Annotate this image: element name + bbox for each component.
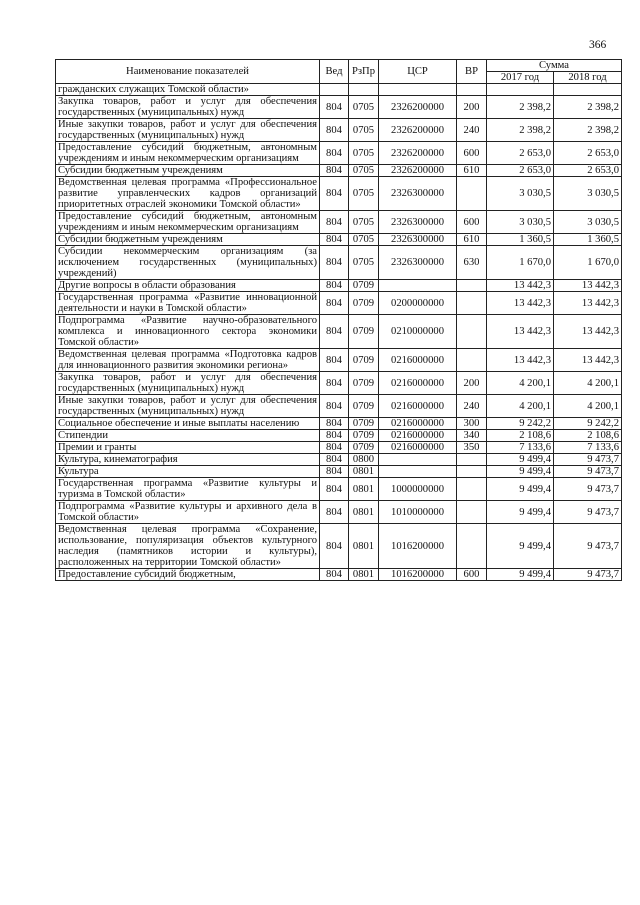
column-header-year-2018: 2018 год [554, 72, 622, 84]
table-row [56, 524, 622, 569]
cell-name: Предоставление субсидий бюджетным, [56, 569, 320, 581]
cell-name: Предоставление субсидий бюджетным, автономным учреждениям и иным некоммерческим организациям [56, 142, 320, 165]
table-row [56, 234, 622, 246]
column-header-rzpr: РзПр [349, 60, 379, 84]
cell-csr: 0216000000 [379, 442, 457, 454]
cell-csr: 0216000000 [379, 372, 457, 395]
cell-rzpr: 0705 [349, 177, 379, 211]
column-header-summa: Сумма [487, 60, 622, 72]
table-row [56, 454, 622, 466]
cell-name: Стипендии [56, 430, 320, 442]
cell-rzpr: 0801 [349, 569, 379, 581]
cell-name: Закупка товаров, работ и услуг для обеспечения государственных (муниципальных) нужд [56, 96, 320, 119]
cell-vr: 600 [457, 211, 487, 234]
cell-rzpr: 0709 [349, 315, 379, 349]
cell-csr: 0216000000 [379, 430, 457, 442]
table-row [56, 177, 622, 211]
cell-vr: 610 [457, 165, 487, 177]
cell-rzpr: 0705 [349, 165, 379, 177]
table-row [56, 569, 622, 581]
cell-sum-2018: 3 030,5 [554, 211, 622, 234]
cell-sum-2017: 1 360,5 [487, 234, 554, 246]
cell-ved: 804 [320, 119, 349, 142]
cell-rzpr: 0801 [349, 466, 379, 478]
cell-sum-2018: 4 200,1 [554, 372, 622, 395]
budget-table [55, 59, 622, 581]
cell-vr [457, 501, 487, 524]
table-row [56, 466, 622, 478]
cell-rzpr: 0801 [349, 501, 379, 524]
cell-csr [379, 466, 457, 478]
cell-rzpr: 0709 [349, 292, 379, 315]
cell-ved: 804 [320, 442, 349, 454]
cell-name: Премии и гранты [56, 442, 320, 454]
cell-sum-2017: 1 670,0 [487, 246, 554, 280]
cell-csr: 2326300000 [379, 246, 457, 280]
cell-sum-2018: 9 473,7 [554, 501, 622, 524]
cell-sum-2018: 9 242,2 [554, 418, 622, 430]
cell-ved: 804 [320, 165, 349, 177]
table-row [56, 315, 622, 349]
table-row [56, 246, 622, 280]
cell-vr: 340 [457, 430, 487, 442]
cell-name: Социальное обеспечение и иные выплаты населению [56, 418, 320, 430]
cell-ved: 804 [320, 349, 349, 372]
cell-csr: 2326300000 [379, 234, 457, 246]
cell-rzpr: 0705 [349, 234, 379, 246]
table-row [56, 501, 622, 524]
cell-ved: 804 [320, 234, 349, 246]
cell-sum-2017: 3 030,5 [487, 211, 554, 234]
cell-sum-2017: 3 030,5 [487, 177, 554, 211]
cell-ved: 804 [320, 395, 349, 418]
cell-name: Другие вопросы в области образования [56, 280, 320, 292]
cell-ved [320, 84, 349, 96]
cell-rzpr: 0709 [349, 430, 379, 442]
cell-sum-2017: 2 108,6 [487, 430, 554, 442]
cell-rzpr: 0705 [349, 96, 379, 119]
cell-vr [457, 349, 487, 372]
cell-sum-2018: 13 442,3 [554, 280, 622, 292]
cell-sum-2018: 7 133,6 [554, 442, 622, 454]
table-row [56, 292, 622, 315]
cell-csr: 2326200000 [379, 142, 457, 165]
table-body [56, 84, 622, 581]
cell-sum-2017: 7 133,6 [487, 442, 554, 454]
cell-name: Культура, кинематография [56, 454, 320, 466]
cell-sum-2018: 2 108,6 [554, 430, 622, 442]
cell-vr [457, 292, 487, 315]
cell-csr [379, 454, 457, 466]
cell-csr: 2326200000 [379, 119, 457, 142]
cell-sum-2018: 2 398,2 [554, 119, 622, 142]
cell-rzpr: 0705 [349, 142, 379, 165]
table-row [56, 349, 622, 372]
table-row [56, 142, 622, 165]
cell-ved: 804 [320, 524, 349, 569]
cell-sum-2018 [554, 84, 622, 96]
cell-vr: 240 [457, 395, 487, 418]
cell-sum-2017: 2 398,2 [487, 119, 554, 142]
cell-sum-2018: 13 442,3 [554, 349, 622, 372]
cell-ved: 804 [320, 280, 349, 292]
cell-sum-2018: 9 473,7 [554, 524, 622, 569]
cell-sum-2017: 9 499,4 [487, 569, 554, 581]
cell-rzpr: 0709 [349, 418, 379, 430]
cell-vr [457, 466, 487, 478]
cell-ved: 804 [320, 478, 349, 501]
cell-name: Государственная программа «Развитие инновационной деятельности и науки в Томской области» [56, 292, 320, 315]
cell-sum-2017: 4 200,1 [487, 372, 554, 395]
table-row [56, 280, 622, 292]
cell-rzpr: 0705 [349, 119, 379, 142]
cell-rzpr [349, 84, 379, 96]
cell-ved: 804 [320, 292, 349, 315]
table-row [56, 211, 622, 234]
cell-name: Подпрограмма «Развитие культуры и архивного дела в Томской области» [56, 501, 320, 524]
cell-csr: 0216000000 [379, 349, 457, 372]
cell-sum-2018: 13 442,3 [554, 315, 622, 349]
cell-ved: 804 [320, 315, 349, 349]
cell-name: Субсидии некоммерческим организациям (за исключением государственных (муниципальных) учреждений) [56, 246, 320, 280]
cell-name: Подпрограмма «Развитие научно-образовательного комплекса и инновационного сектора экономики Томской области» [56, 315, 320, 349]
table-row [56, 442, 622, 454]
cell-sum-2017: 13 442,3 [487, 292, 554, 315]
cell-ved: 804 [320, 501, 349, 524]
cell-sum-2018: 2 398,2 [554, 96, 622, 119]
table-row [56, 418, 622, 430]
cell-vr [457, 315, 487, 349]
cell-sum-2018: 2 653,0 [554, 165, 622, 177]
cell-ved: 804 [320, 454, 349, 466]
column-header-year-2017: 2017 год [487, 72, 554, 84]
table-row [56, 119, 622, 142]
cell-csr: 0200000000 [379, 292, 457, 315]
cell-rzpr: 0705 [349, 246, 379, 280]
table-row [56, 372, 622, 395]
cell-sum-2017: 9 499,4 [487, 501, 554, 524]
table-row [56, 478, 622, 501]
column-header-vr: ВР [457, 60, 487, 84]
cell-name: Культура [56, 466, 320, 478]
cell-ved: 804 [320, 418, 349, 430]
cell-sum-2018: 9 473,7 [554, 454, 622, 466]
cell-name: Ведомственная целевая программа «Сохранение, использование, популяризация объектов культурного наследия (памятников истории и культуры), расположенных на территории Томской области» [56, 524, 320, 569]
cell-sum-2017: 2 653,0 [487, 165, 554, 177]
cell-name: гражданских служащих Томской области» [56, 84, 320, 96]
cell-vr: 200 [457, 372, 487, 395]
cell-ved: 804 [320, 96, 349, 119]
cell-vr [457, 280, 487, 292]
cell-vr [457, 478, 487, 501]
cell-rzpr: 0709 [349, 442, 379, 454]
cell-sum-2018: 4 200,1 [554, 395, 622, 418]
cell-csr [379, 280, 457, 292]
cell-vr: 600 [457, 569, 487, 581]
cell-vr: 600 [457, 142, 487, 165]
cell-csr: 2326200000 [379, 165, 457, 177]
cell-sum-2017: 9 499,4 [487, 466, 554, 478]
cell-csr: 0216000000 [379, 418, 457, 430]
cell-csr: 1000000000 [379, 478, 457, 501]
column-header-ved: Вед [320, 60, 349, 84]
cell-csr: 0210000000 [379, 315, 457, 349]
cell-ved: 804 [320, 430, 349, 442]
table-row [56, 165, 622, 177]
cell-ved: 804 [320, 177, 349, 211]
cell-rzpr: 0801 [349, 524, 379, 569]
cell-vr: 630 [457, 246, 487, 280]
cell-rzpr: 0801 [349, 478, 379, 501]
cell-csr: 2326300000 [379, 211, 457, 234]
cell-name: Иные закупки товаров, работ и услуг для обеспечения государственных (муниципальных) нужд [56, 119, 320, 142]
cell-rzpr: 0709 [349, 349, 379, 372]
cell-rzpr: 0709 [349, 372, 379, 395]
cell-csr: 1016200000 [379, 524, 457, 569]
cell-sum-2018: 1 360,5 [554, 234, 622, 246]
cell-vr [457, 454, 487, 466]
cell-name: Ведомственная целевая программа «Профессиональное развитие управленческих кадров организаций приоритетных отраслей экономики Томской области» [56, 177, 320, 211]
table-row [56, 395, 622, 418]
cell-ved: 804 [320, 466, 349, 478]
column-header-csr: ЦСР [379, 60, 457, 84]
cell-ved: 804 [320, 246, 349, 280]
table-row [56, 430, 622, 442]
cell-sum-2017: 2 398,2 [487, 96, 554, 119]
cell-rzpr: 0800 [349, 454, 379, 466]
cell-ved: 804 [320, 211, 349, 234]
cell-vr: 300 [457, 418, 487, 430]
cell-rzpr: 0705 [349, 211, 379, 234]
cell-rzpr: 0709 [349, 280, 379, 292]
table-row [56, 84, 622, 96]
cell-sum-2018: 9 473,7 [554, 466, 622, 478]
page-number: 366 [589, 39, 607, 51]
column-header-name: Наименование показателей [56, 60, 320, 84]
cell-vr: 240 [457, 119, 487, 142]
cell-sum-2017: 9 499,4 [487, 478, 554, 501]
cell-sum-2018: 1 670,0 [554, 246, 622, 280]
cell-sum-2017: 9 499,4 [487, 454, 554, 466]
cell-sum-2017 [487, 84, 554, 96]
cell-csr: 1016200000 [379, 569, 457, 581]
cell-sum-2017: 13 442,3 [487, 280, 554, 292]
cell-sum-2017: 9 499,4 [487, 524, 554, 569]
cell-name: Государственная программа «Развитие культуры и туризма в Томской области» [56, 478, 320, 501]
cell-sum-2017: 13 442,3 [487, 315, 554, 349]
cell-csr: 2326300000 [379, 177, 457, 211]
table-row [56, 96, 622, 119]
cell-sum-2017: 2 653,0 [487, 142, 554, 165]
cell-csr: 2326200000 [379, 96, 457, 119]
cell-sum-2018: 13 442,3 [554, 292, 622, 315]
cell-vr: 200 [457, 96, 487, 119]
cell-rzpr: 0709 [349, 395, 379, 418]
cell-name: Ведомственная целевая программа «Подготовка кадров для инновационного развития экономики региона» [56, 349, 320, 372]
cell-vr: 610 [457, 234, 487, 246]
cell-name: Предоставление субсидий бюджетным, автономным учреждениям и иным некоммерческим организациям [56, 211, 320, 234]
cell-csr: 1010000000 [379, 501, 457, 524]
cell-name: Иные закупки товаров, работ и услуг для обеспечения государственных (муниципальных) нужд [56, 395, 320, 418]
cell-csr: 0216000000 [379, 395, 457, 418]
cell-csr [379, 84, 457, 96]
cell-name: Субсидии бюджетным учреждениям [56, 165, 320, 177]
cell-sum-2017: 4 200,1 [487, 395, 554, 418]
cell-ved: 804 [320, 142, 349, 165]
cell-ved: 804 [320, 569, 349, 581]
cell-sum-2018: 3 030,5 [554, 177, 622, 211]
cell-sum-2017: 9 242,2 [487, 418, 554, 430]
cell-name: Закупка товаров, работ и услуг для обеспечения государственных (муниципальных) нужд [56, 372, 320, 395]
cell-name: Субсидии бюджетным учреждениям [56, 234, 320, 246]
cell-vr: 350 [457, 442, 487, 454]
cell-sum-2017: 13 442,3 [487, 349, 554, 372]
cell-sum-2018: 9 473,7 [554, 478, 622, 501]
cell-vr [457, 524, 487, 569]
cell-ved: 804 [320, 372, 349, 395]
cell-sum-2018: 2 653,0 [554, 142, 622, 165]
cell-vr [457, 84, 487, 96]
cell-vr [457, 177, 487, 211]
cell-sum-2018: 9 473,7 [554, 569, 622, 581]
